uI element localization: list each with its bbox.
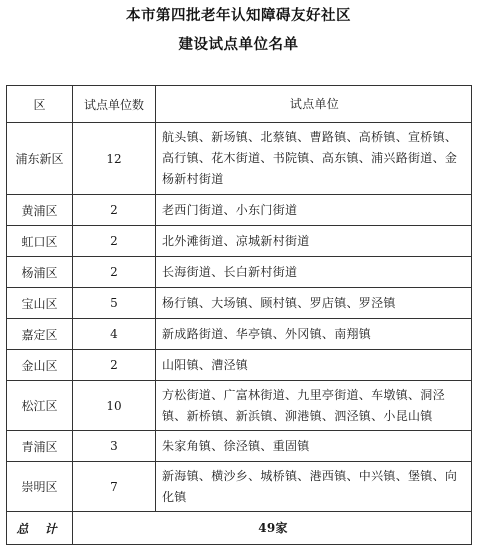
district-cell: 宝山区 [7,288,73,319]
district-cell: 金山区 [7,350,73,381]
table-row [7,257,472,288]
district-cell: 松江区 [7,381,73,431]
district-cell: 浦东新区 [7,123,73,195]
header-units: 试点单位 [156,86,472,123]
count-cell: 10 [73,381,156,431]
units-cell: 北外滩街道、凉城新村街道 [156,226,472,257]
table-row [7,431,472,462]
count-cell: 2 [73,350,156,381]
header-district: 区 [7,86,73,123]
total-row [7,512,472,545]
table-row [7,462,472,512]
pilot-units-table [6,85,472,545]
table-header-row [7,86,472,123]
units-cell: 杨行镇、大场镇、顾村镇、罗店镇、罗泾镇 [156,288,472,319]
table-row [7,123,472,195]
total-label: 总 计 [7,512,73,545]
district-cell: 嘉定区 [7,319,73,350]
district-cell: 青浦区 [7,431,73,462]
district-cell: 崇明区 [7,462,73,512]
units-cell: 老西门街道、小东门街道 [156,195,472,226]
count-cell: 2 [73,195,156,226]
page-subtitle: 建设试点单位名单 [178,37,299,53]
count-cell: 4 [73,319,156,350]
total-value: 49家 [73,512,472,545]
table-row [7,350,472,381]
table-row [7,381,472,431]
district-cell: 杨浦区 [7,257,73,288]
table-row [7,226,472,257]
count-cell: 12 [73,123,156,195]
units-cell: 长海街道、长白新村街道 [156,257,472,288]
count-cell: 7 [73,462,156,512]
units-cell: 方松街道、广富林街道、九里亭街道、车墩镇、洞泾镇、新桥镇、新浜镇、泖港镇、泗泾镇、小昆山镇 [156,381,472,431]
count-cell: 2 [73,257,156,288]
units-cell: 朱家角镇、徐泾镇、重固镇 [156,431,472,462]
table-row [7,195,472,226]
count-cell: 3 [73,431,156,462]
units-cell: 新成路街道、华亭镇、外冈镇、南翔镇 [156,319,472,350]
count-cell: 5 [73,288,156,319]
units-cell: 新海镇、横沙乡、城桥镇、港西镇、中兴镇、堡镇、向化镇 [156,462,472,512]
units-cell: 山阳镇、漕泾镇 [156,350,472,381]
district-cell: 黄浦区 [7,195,73,226]
page-title: 本市第四批老年认知障碍友好社区 [126,8,351,24]
table-row [7,288,472,319]
header-count: 试点单位数 [73,86,156,123]
district-cell: 虹口区 [7,226,73,257]
table-row [7,319,472,350]
count-cell: 2 [73,226,156,257]
units-cell: 航头镇、新场镇、北蔡镇、曹路镇、高桥镇、宣桥镇、高行镇、花木街道、书院镇、高东镇、浦兴路街道、金杨新村街道 [156,123,472,195]
